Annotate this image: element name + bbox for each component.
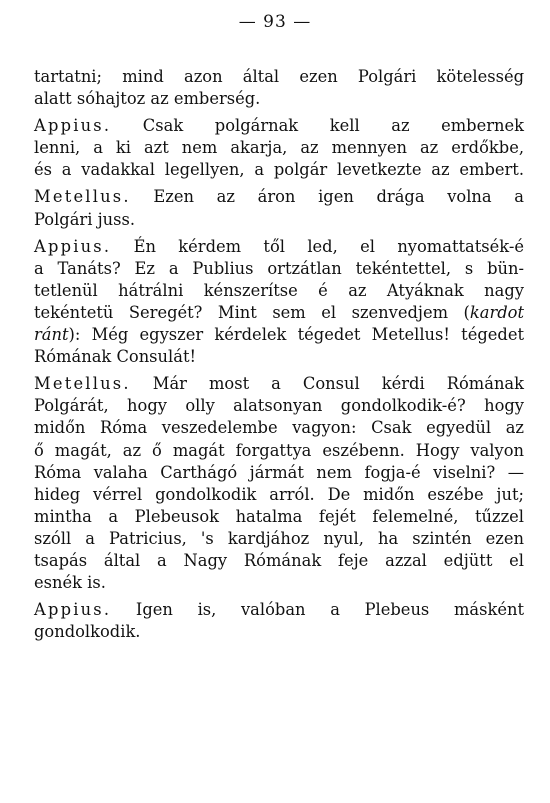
text-line: gondolkodik. [34,622,141,642]
text-line: tartatni; mind azon által ezen Polgári kötelesség [34,67,524,86]
speaker-name: Appius. [34,116,112,136]
speaker-name: Metellus. [34,374,131,394]
text-line: Metellus. Ezen az áron igen drága volna a [34,187,524,207]
text-line: midőn Róma veszedelembe vagyon: Csak egyedül az [34,418,524,438]
text-line: ő magát, az ő magát forgattya eszébenn. Hogy valyon [34,440,524,460]
text-line: Polgárát, hogy olly alatsonyan gondolkodik-é? hogy [34,396,524,416]
text-line: mintha a Plebeusok hatalma fejét felemelné, tűzzel [34,506,524,526]
text-line: szóll a Patricius, 's kardjához nyul, ha szintén ezen [34,528,524,548]
text-line: hideg vérrel gondolkodik arról. De midőn eszébe jut; [34,484,524,504]
text-line: Metellus. Már most a Consul kérdi Rómának [34,374,524,394]
text-line: alatt sóhajtoz az emberség. [34,89,261,109]
speaker-name: Appius. [34,600,112,620]
text-line: tsapás által a Nagy Rómának feje azzal edjütt el [34,550,524,570]
text-line: esnék is. [34,573,106,593]
italic-stage-direction: ránt [34,325,69,345]
text-line: Appius. Én kérdem től led, el nyomattatsék-é [34,236,524,256]
text-line: Appius. Csak polgárnak kell az embernek [34,116,524,136]
text-line: Róma valaha Carthágó jármát nem fogja-é viselni? — [34,462,524,482]
text-line: és a vadakkal legellyen, a polgár levetkezte az embert. [34,160,524,180]
page-number: — 93 — [238,12,312,32]
text-line: tetlenül hátrálni kénszerítse é az Atyáknak nagy [34,280,524,300]
speaker-name: Metellus. [34,187,131,207]
text-line: ránt): Még egyszer kérdelek tégedet Metellus! tégedet [34,325,524,345]
text-line: tekéntetü Seregét? Mint sem el szenvedjem (kardot [34,302,524,322]
text-line: Appius. Igen is, valóban a Plebeus másként [34,600,524,620]
speaker-name: Appius. [34,236,112,256]
text-line: Rómának Consulát! [34,347,197,367]
italic-stage-direction: kardot [469,302,524,322]
text-line: Polgári juss. [34,209,136,229]
text-line: a Tanáts? Ez a Publius ortzátlan tekéntettel, s bün- [34,258,524,278]
body-text [34,66,524,643]
text-line: lenni, a ki azt nem akarja, az mennyen az erdőkbe, [34,138,524,158]
